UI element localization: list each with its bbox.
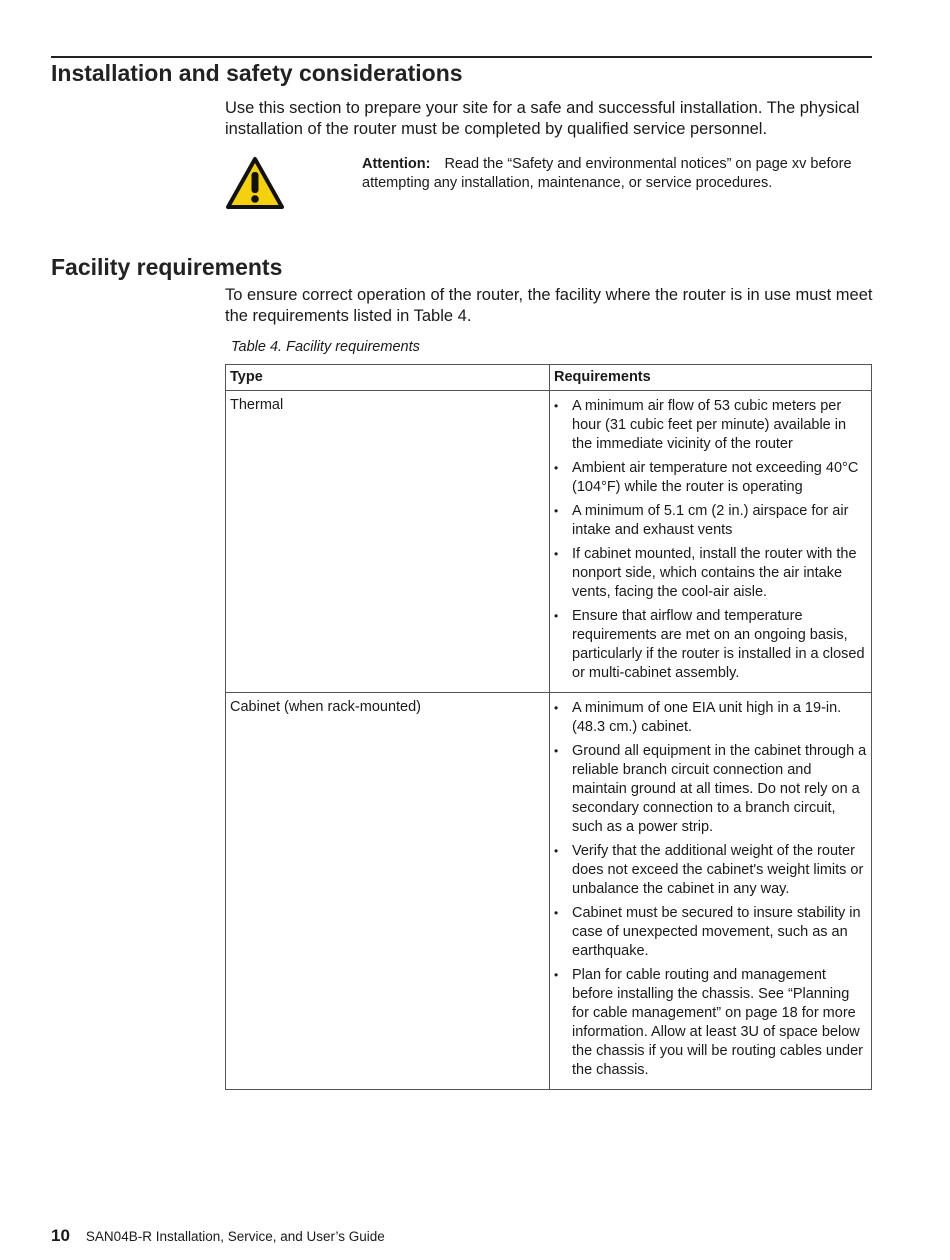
table-caption: Table 4. Facility requirements xyxy=(231,339,420,355)
attention-text: Read the “Safety and environmental notices” on page xv before attempting any installation, maintenance, or service procedures. xyxy=(362,156,852,191)
facility-requirements-table xyxy=(225,364,872,1090)
requirements-list xyxy=(554,397,867,683)
warning-triangle-icon xyxy=(225,156,285,211)
list-item: • Ambient air temperature not exceeding 40°C (104°F) while the router is operating xyxy=(554,459,867,497)
list-item: • A minimum air flow of 53 cubic meters per hour (31 cubic feet per minute) available in the immediate vicinity of the router xyxy=(554,397,867,454)
attention-note xyxy=(362,155,862,193)
requirements-cell xyxy=(550,391,872,693)
list-item: • Plan for cable routing and management before installing the chassis. See “Planning for cable management” on page 18 for more information. Allow at least 3U of space below the chassis if you will be routing cables under the chassis. xyxy=(554,966,867,1080)
column-header-requirements: Requirements xyxy=(550,365,872,391)
list-item: • If cabinet mounted, install the router with the nonport side, which contains the air intake vents, facing the cool-air aisle. xyxy=(554,545,867,602)
table-row xyxy=(226,693,872,1090)
list-item: • A minimum of one EIA unit high in a 19-in. (48.3 cm.) cabinet. xyxy=(554,699,867,737)
page-number: 10 xyxy=(51,1226,70,1245)
type-cell: Cabinet (when rack-mounted) xyxy=(226,693,550,1090)
column-header-type: Type xyxy=(226,365,550,391)
list-item: • Ensure that airflow and temperature requirements are met on an ongoing basis, particularly if the router is installed in a closed or multi-cabinet assembly. xyxy=(554,607,867,683)
page-footer xyxy=(51,1226,385,1246)
top-rule xyxy=(51,56,872,58)
requirements-list xyxy=(554,699,867,1080)
section-heading-installation: Installation and safety considerations xyxy=(51,60,463,86)
type-cell: Thermal xyxy=(226,391,550,693)
installation-intro: Use this section to prepare your site for a safe and successful installation. The physical installation of the router must be completed by qualified service personnel. xyxy=(225,99,860,138)
table-header-row xyxy=(226,365,872,391)
attention-label: Attention: xyxy=(362,156,431,172)
requirements-cell xyxy=(550,693,872,1090)
list-item: • Verify that the additional weight of the router does not exceed the cabinet's weight limits or unbalance the cabinet in any way. xyxy=(554,842,867,899)
table-row xyxy=(226,391,872,693)
facility-intro: To ensure correct operation of the router, the facility where the router is in use must meet the requirements listed in Table 4. xyxy=(225,286,873,325)
list-item: • Cabinet must be secured to insure stability in case of unexpected movement, such as an earthquake. xyxy=(554,904,867,961)
footer-title: SAN04B-R Installation, Service, and User’s Guide xyxy=(85,1229,385,1244)
list-item: • A minimum of 5.1 cm (2 in.) airspace for air intake and exhaust vents xyxy=(554,502,867,540)
list-item: • Ground all equipment in the cabinet through a reliable branch circuit connection and maintain ground at all times. Do not rely on a secondary connection to a branch circuit, such as a power strip. xyxy=(554,742,867,837)
section-heading-facility: Facility requirements xyxy=(51,254,283,280)
